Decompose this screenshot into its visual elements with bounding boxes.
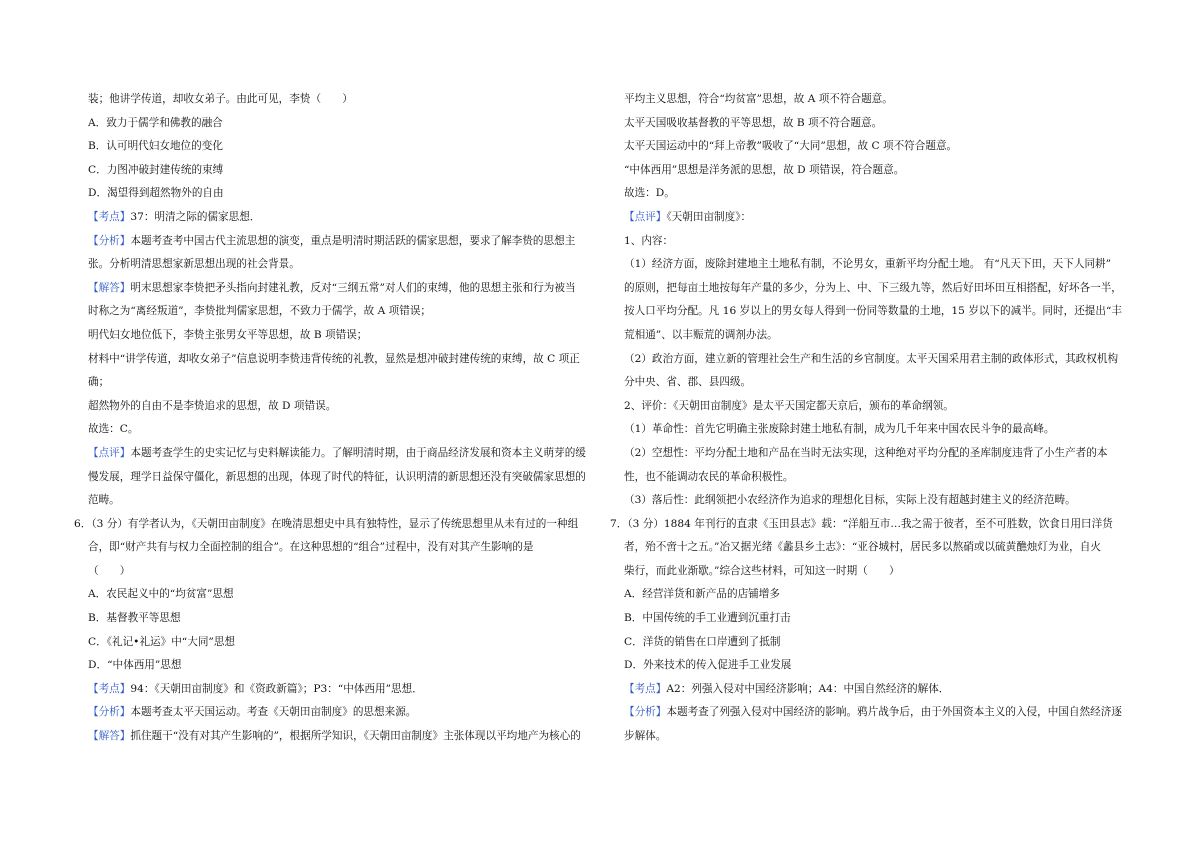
kaodian-line: 【考点】94：《天朝田亩制度》和《资政新篇》；P3：“中体西用”思想． [88,682,423,695]
text-line: （1）革命性：首先它明确主张废除封建土地私有制，成为几千年来中国农民斗争的最高峰。 [624,423,1055,436]
question-number: 6． [74,517,92,530]
kaodian-line: 【考点】A2：列强入侵对中国经济影响；A4：中国自然经济的解体． [624,682,950,695]
option-line: D．渴望得到超然物外的自由 [88,187,224,200]
jieda-line: 【解答】明末思想家李贽把矛头指向封建礼教，反对“三纲五常”对人们的束缚，他的思想主张和行为被当 [88,281,576,294]
left-column [74,88,596,749]
section-tag: 【点评】 [88,446,131,459]
text-line: 材料中“讲学传道，却收女弟子”信息说明李贽违背传统的礼教，显然是想冲破封建传统的束缚，故 C 项正 [88,352,580,365]
text-line: 柴行，而此业渐歇。”综合这些材料，可知这一时期（ ） [624,564,900,577]
text-line: 性，也不能调动农民的革命积极性。 [624,470,794,483]
option-line: B．基督教平等思想 [88,612,181,625]
option-line: D．外来技术的传入促进手工业发展 [624,659,792,672]
text-line: 故选：C。 [88,423,139,436]
text-line: 装；他讲学传道，却收女弟子。由此可见，李贽（ ） [88,93,353,105]
text-line: 太平天国吸收基督教的平等思想，故 B 项不符合题意。 [624,116,883,129]
option-line: D．“中体西用”思想 [88,659,182,672]
fenxi-line: 【分析】本题考查考中国古代主流思想的演变，重点是明清时期活跃的儒家思想，要求了解李贽的思想主 [88,234,576,247]
text-line: （3）落后性：此纲领把小农经济作为追求的理想化目标，实际上没有超越封建主义的经济范畴。 [624,494,1076,507]
option-line: A．经营洋货和新产品的店铺增多 [624,588,780,601]
section-tag: 【分析】 [88,234,131,247]
text-line: 1、内容： [624,234,674,247]
option-line: C．洋货的销售在口岸遭到了抵制 [624,635,781,648]
text-line: 荒相通”、以丰赈荒的调剂办法。 [624,328,778,341]
text-line: （2）空想性：平均分配土地和产品在当时无法实现，这种绝对平均分配的圣库制度违背了小生产者的本 [624,446,1108,459]
section-tag: 【分析】 [88,706,131,719]
text-line: “中体西用”思想是洋务派的思想，故 D 项错误，符合题意。 [624,163,905,176]
text-line: 确； [88,376,110,389]
option-line: B．认可明代妇女地位的变化 [88,140,223,153]
option-line: A．致力于儒学和佛教的融合 [88,116,223,129]
text-line: 范畴。 [88,494,120,507]
fenxi-line: 【分析】本题考查太平天国运动。考查《天朝田亩制度》的思想来源。 [88,706,417,719]
text-line: 张。分析明清思想家新思想出现的社会背景。 [88,258,300,271]
section-tag: 【解答】 [88,730,131,743]
jieda-line: 【解答】抓住题干“没有对其产生影响的”，根据所学知识，《天朝田亩制度》主张体现以平均地产为核心的 [88,730,581,743]
section-tag: 【解答】 [88,281,131,294]
text-line: 时称之为“离经叛道”，李贽批判儒家思想，不致力于儒学，故 A 项错误； [88,305,432,318]
text-line: 明代妇女地位低下，李贽主张男女平等思想，故 B 项错误； [88,328,368,341]
text-line: 慢发展，理学日益保守僵化，新思想的出现，体现了时代的特征，认识明清的新思想还没有突破儒家思想的 [88,470,586,483]
question-number: 7． [610,517,628,530]
section-tag: 【考点】 [88,682,131,695]
text-line: 按人口平均分配。凡 16 岁以上的男女每人得到一份同等数量的土地，15 岁以下的减半。同时，还提出“丰 [624,305,1123,318]
section-tag: 【考点】 [624,682,667,695]
section-tag: 【分析】 [624,706,667,719]
text-line: （1）经济方面，废除封建地主土地私有制，不论男女，重新平均分配土地。 有“凡天下田，天下人同耕” [624,258,1112,271]
text-line: 步解体。 [624,730,667,743]
right-column [610,88,1132,749]
text-line: 超然物外的自由不是李贽追求的思想，故 D 项错误。 [88,399,337,412]
text-line: 合，即“财产共有与权力全面控制的组合”。在这种思想的“组合”过程中，没有对其产生影响的是 [88,541,534,554]
text-line: 故选：D。 [624,187,675,200]
kaodian-line: 【考点】37：明清之际的儒家思想． [88,210,261,223]
text-line: （2）政治方面，建立新的管理社会生产和生活的乡官制度。太平天国采用君主制的政体形式，其政权机构 [624,352,1119,365]
question-line: 6．（3 分）有学者认为，《天朝田亩制度》在晚清思想史中具有独特性，显示了传统思想里从未有过的一种组 [74,517,579,530]
text-line: 2、评价：《天朝田亩制度》是太平天国定都天京后，颁布的革命纲领。 [624,399,954,412]
section-tag: 【点评】 [624,210,667,223]
option-line: C．《礼记•礼运》中“大同”思想 [88,635,236,648]
text-line: （ ） [88,564,131,577]
section-tag: 【考点】 [88,210,131,223]
text-line: 分中央、省、郡、县四级。 [624,376,752,389]
fenxi-line: 【分析】本题考查了列强入侵对中国经济的影响。鸦片战争后，由于外国资本主义的入侵，中国自然经济逐 [624,706,1122,719]
option-line: C．力图冲破封建传统的束缚 [88,163,224,176]
text-line: 平均主义思想，符合“均贫富”思想，故 A 项不符合题意。 [624,93,893,105]
dianping-line: 【点评】《天朝田亩制度》： [624,210,752,223]
text-line: 的原则，把每亩土地按每年产量的多少，分为上、中、下三级九等，然后好田坏田互相搭配，好坏各一半， [624,281,1122,294]
option-line: A．农民起义中的“均贫富”思想 [88,588,234,601]
text-line: 太平天国运动中的“拜上帝教”吸收了“大同”思想，故 C 项不符合题意。 [624,140,958,153]
dianping-line: 【点评】本题考查学生的史实记忆与史料解读能力。了解明清时期，由于商品经济发展和资本主义萌芽的缓 [88,446,586,459]
question-line: 7．（3 分）1884 年刊行的直隶《玉田县志》载：“洋船互市…我之需于彼者，至不可胜数，饮食日用曰洋货 [610,517,1113,530]
option-line: B．中国传统的手工业遭到沉重打击 [624,612,791,625]
text-line: 者，殆不啻十之五。”冶又据光绪《蠡县乡土志》：“亚谷城村，居民多以熬硝或以硫黄醮烛灯为业，自火 [624,541,1101,554]
